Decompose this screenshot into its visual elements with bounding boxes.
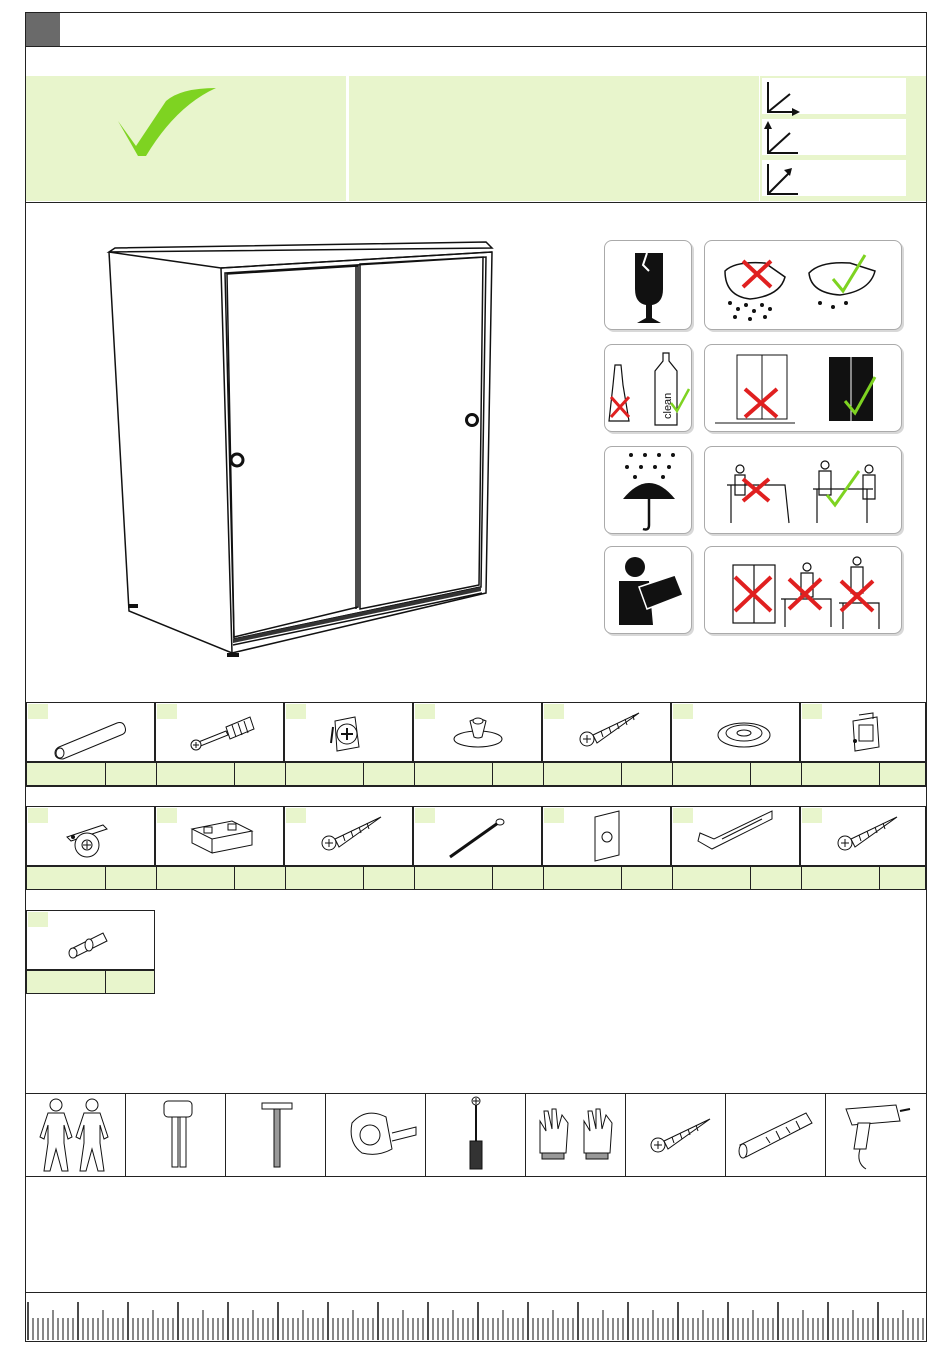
header-bar [25,12,927,47]
mallet-icon [126,1093,226,1177]
hardware-qty-row [26,762,926,786]
hardware-cell [26,702,155,762]
arrow-diagonal-icon [762,160,812,198]
hardware-cell [284,702,413,762]
hardware-cell [284,806,413,866]
door-alignment-icon [704,344,902,432]
clean-label: clean [662,392,674,419]
do-not-drag-icon [704,240,902,330]
gloves-icon [526,1093,626,1177]
tool-cell [26,1093,126,1177]
hardware-qty-row [26,970,155,994]
divider [26,786,926,787]
wall-screw-icon [626,1093,726,1177]
wall-plug-icon [726,1093,826,1177]
tool-cell [826,1093,926,1177]
notice-text-panel [349,76,759,201]
hardware-cell [26,910,155,970]
hardware-qty-row [26,866,926,890]
tool-cell [726,1093,826,1177]
hardware-row-2 [26,806,926,891]
divider [26,202,926,203]
fragile-glass-icon [604,240,692,330]
checkmark-icon [26,76,346,201]
tape-measure-icon [326,1093,426,1177]
hardware-cell [542,702,671,762]
clean-liquid-icon [604,344,692,432]
two-person-assembly-icon [704,446,902,534]
step-marker [26,13,60,46]
screwdriver-icon [426,1093,526,1177]
tool-cell [226,1093,326,1177]
hardware-cell [413,806,542,866]
hardware-row-1 [26,702,926,787]
hardware-cell [155,806,284,866]
arrow-right-icon [762,78,812,116]
tool-cell [126,1093,226,1177]
notice-panel [26,76,346,201]
direction-row [762,119,906,157]
hardware-cell [671,702,800,762]
tool-cell [426,1093,526,1177]
drill-icon [826,1093,926,1177]
arrow-up-icon [762,119,812,157]
hardware-cell [155,702,284,762]
hardware-cell [671,806,800,866]
direction-row [762,160,906,198]
hardware-cell [26,806,155,866]
hardware-cell [800,702,926,762]
tool-cell [326,1093,426,1177]
hardware-cell [542,806,671,866]
direction-row [762,78,906,116]
tool-cell [526,1093,626,1177]
ruler [26,1300,926,1342]
hardware-cell [800,806,926,866]
divider [26,1292,926,1293]
hardware-cell [413,702,542,762]
hardware-row-3 [26,910,156,994]
cabinet-illustration [100,235,500,660]
read-manual-icon [604,546,692,634]
tool-cell [626,1093,726,1177]
keep-dry-icon [604,446,692,534]
no-standing-icon [704,546,902,634]
two-people-icon [26,1093,126,1177]
hammer-icon [226,1093,326,1177]
